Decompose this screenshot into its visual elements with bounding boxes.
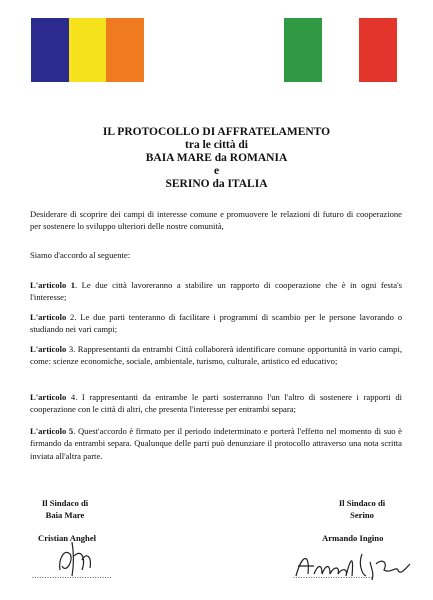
article-label: L'articolo [30, 312, 67, 322]
article-label: L'articolo [30, 392, 67, 402]
article-2 [30, 311, 402, 336]
article-label: L'articolo [30, 426, 67, 436]
italy-flag [284, 18, 397, 82]
signatory-city-right: Serino [350, 510, 374, 520]
signatory-city-left: Baia Mare [45, 510, 85, 520]
article-number: 2 [70, 312, 75, 322]
agreement-line [30, 249, 402, 261]
article-label: L'articolo [30, 344, 67, 354]
agreement-text: Siamo d'accordo al seguente: [30, 250, 131, 260]
article-number: 5 [68, 426, 74, 436]
title-line-3: BAIA MARE da ROMANIA [145, 152, 288, 164]
article-text: . Le due parti tenteranno di facilitare i programmi di scambio per le persone lavorando o studiando nei vari campi; [30, 312, 402, 335]
article-label: L'articolo [30, 280, 67, 290]
article-number: 1 [70, 280, 76, 290]
signature-block-right [327, 497, 397, 521]
flag-stripe-yellow [69, 18, 107, 82]
article-text: . Le due città lavoreranno a stabilire un rapporto di cooperazione che è in ogni festa's l'interesse; [30, 280, 402, 303]
title-line-4: e [213, 165, 220, 177]
flag-stripe-green [284, 18, 322, 82]
signature-line-left: ................................ [32, 571, 112, 580]
document-body [30, 208, 402, 233]
title-line-1: IL PROTOCOLLO DI AFFRATELAMENTO [102, 126, 331, 138]
title-line-5: SERINO da ITALIA [165, 178, 268, 190]
signatory-name-left: Cristian Anghel [38, 533, 97, 543]
document-title [0, 126, 433, 191]
article-number: 4 [70, 392, 76, 402]
article-5 [30, 425, 402, 462]
article-text: . Quest'accordo è firmato per il periodo indeterminato e porterà l'effetto nel momento di suo è firmando da entrambi separa. Qualunque delle parti può denunziare il protocollo attraverso una nota scritta inviata all'altra parte. [30, 426, 402, 461]
signature-block-left [30, 497, 100, 521]
article-1 [30, 279, 402, 304]
article-number: 3 [68, 344, 74, 354]
signature-line-right: ................................ [293, 571, 373, 580]
article-4 [30, 391, 402, 416]
signatory-role-right: Il Sindaco di [338, 498, 386, 508]
signatory-name-right: Armando Ingino [322, 533, 384, 543]
flag-stripe-white [322, 18, 360, 82]
article-text: . I rappresentanti da entrambe le parti sosterranno l'un l'altro di sostenere i rapporti di cooperazione con le città di altri, che presenta l'interesse per entrambi separa; [30, 392, 403, 415]
title-line-2: tra le città di [185, 139, 248, 151]
romania-flag [31, 18, 144, 82]
flag-stripe-red [106, 18, 144, 82]
flag-stripe-blue [31, 18, 69, 82]
flag-stripe-red [359, 18, 397, 82]
article-3 [30, 343, 402, 368]
signatory-role-left: Il Sindaco di [41, 498, 89, 508]
article-text: . Rappresentanti da entrambi Città collaborerà identificare comune opportunità in vario campi, come: scienze economiche, sociale, ambientale, turismo, culturale, artistico ed educativo; [30, 344, 402, 367]
intro-paragraph: Desiderare di scoprire dei campi di interesse comune e promuovere le relazioni di futuro di cooperazione per sostenere lo sviluppo ulteriori delle nostre comunità, [30, 209, 402, 232]
